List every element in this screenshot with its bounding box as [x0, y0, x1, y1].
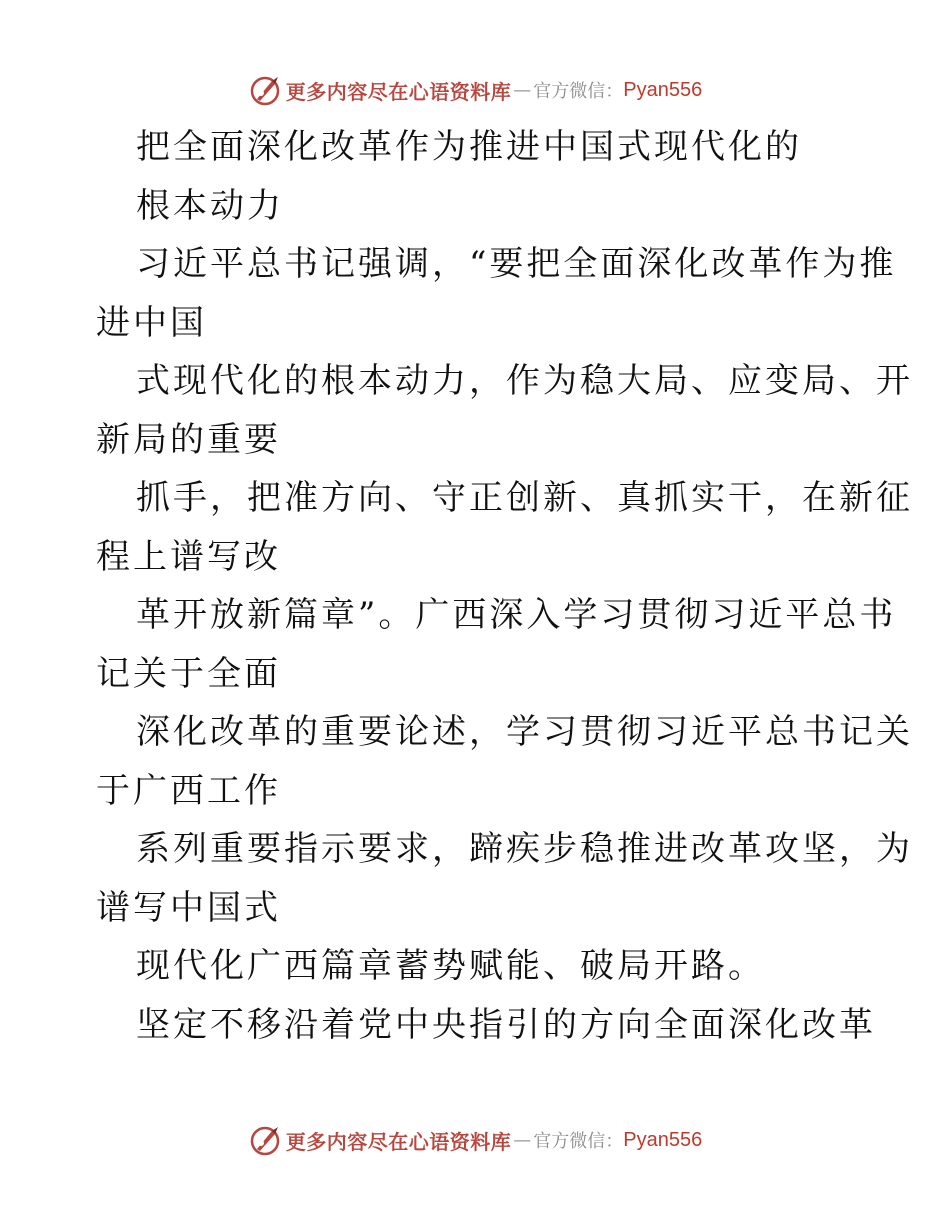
watermark-wechat-id: Pyan556	[623, 78, 703, 101]
paragraph-line: 新局的重要	[96, 419, 281, 460]
header-watermark-banner	[0, 70, 950, 110]
quill-pen-icon	[248, 1123, 282, 1157]
document-title-line-1: 把全面深化改革作为推进中国式现代化的	[136, 127, 802, 167]
quill-pen-icon	[248, 73, 282, 107]
document-body	[96, 118, 913, 1054]
paragraph-line: 谱写中国式	[96, 887, 281, 928]
document-title-line-2: 根本动力	[136, 185, 284, 226]
watermark-brand-text: 更多内容尽在心语资料库	[285, 1129, 512, 1154]
watermark-wechat-label: 官方微信：	[533, 1131, 624, 1152]
paragraph-line: 习近平总书记强调，“要把全面深化改革作为推	[136, 244, 897, 284]
footer-watermark-banner	[0, 1120, 950, 1160]
paragraph-line: 进中国	[96, 302, 207, 343]
watermark-wechat-label: 官方微信：	[533, 81, 624, 102]
watermark-dash: —	[513, 79, 532, 101]
paragraph-line: 抓手，把准方向、守正创新、真抓实干，在新征	[136, 478, 913, 518]
watermark-dash: —	[513, 1129, 532, 1151]
paragraph-line: 现代化广西篇章蓄势赋能、破局开路。	[136, 946, 765, 986]
paragraph-line: 深化改革的重要论述，学习贯彻习近平总书记关	[136, 712, 913, 752]
paragraph-line: 程上谱写改	[96, 536, 281, 577]
paragraph-line: 式现代化的根本动力，作为稳大局、应变局、开	[136, 361, 913, 401]
paragraph-line: 革开放新篇章”。广西深入学习贯彻习近平总书	[136, 595, 897, 635]
watermark-wechat-id: Pyan556	[623, 1128, 703, 1151]
paragraph-line: 系列重要指示要求，蹄疾步稳推进改革攻坚，为	[136, 829, 913, 869]
paragraph-line: 于广西工作	[96, 770, 281, 811]
watermark-brand-text: 更多内容尽在心语资料库	[285, 79, 512, 104]
section-heading-line: 坚定不移沿着党中央指引的方向全面深化改革	[136, 1004, 876, 1045]
paragraph-line: 记关于全面	[96, 653, 281, 694]
